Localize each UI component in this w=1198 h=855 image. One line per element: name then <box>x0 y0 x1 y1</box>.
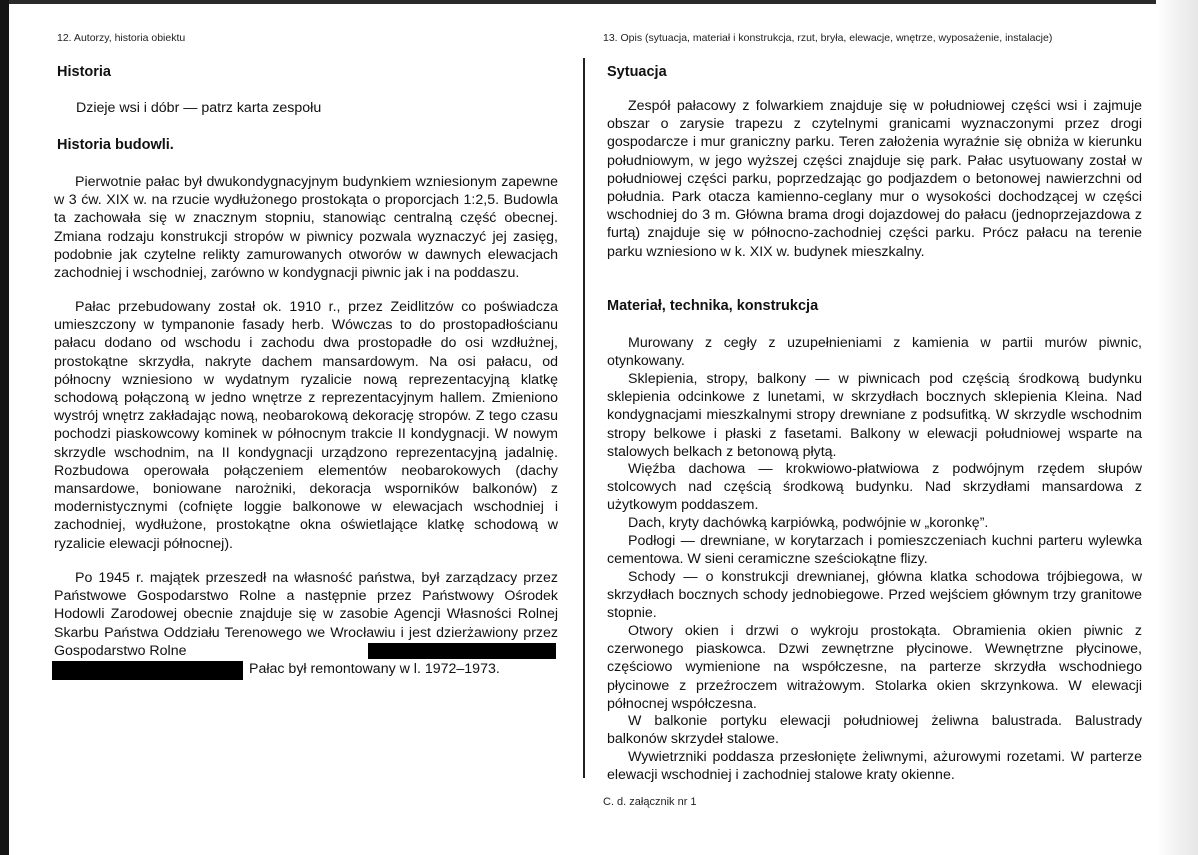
history-paragraph-3-text: Po 1945 r. majątek przeszedł na własność państwa, był zarządzacy przez Państwowe Gospodarstwo Rolne a następnie przez Państwowy Ośrodek Hodowli Zarodowej obecnie znajduje się w zasobie Agencji Własności Rolnej Skarbu Państwa Oddziału Terenowego we Wrocławiu i jest dzierżawiony przez Gospodarstwo Rolne <box>54 570 558 659</box>
heading-material: Materiał, technika, konstrukcja <box>607 298 819 314</box>
redaction-bar-1 <box>368 643 556 659</box>
material-paragraph-vents: Wywietrzniki poddasza przesłonięte żeliwnymi, ażurowymi rozetami. W parterze elewacji wschodniej i zachodniej stalowe kraty okienne. <box>607 749 1142 784</box>
material-paragraph-stairs: Schody — o konstrukcji drewnianej, główna klatka schodowa trójbiegowa, w skrzydłach bocznych schody jednobiegowe. Przed wejściem głównym trzy granitowe stopnie. <box>607 569 1142 622</box>
column-divider <box>583 58 585 778</box>
scan-left-edge <box>0 0 9 855</box>
material-paragraph-walls: Murowany z cegły z uzupełnieniami z kamienia w partii murów piwnic, otynkowany. <box>607 335 1142 370</box>
material-paragraph-roof: Dach, kryty dachówką karpiówką, podwójnie w „koronkę”. <box>628 515 989 531</box>
sytuacja-paragraph: Zespół pałacowy z folwarkiem znajduje się w południowej części wsi i zajmuje obszar o zarysie trapezu z czytelnymi granicami wyznaczonymi przez drogi gospodarcze i mur graniczny parku. Teren założenia wyraźnie się obniża w kierunku południowym, w jego wyższej części znajduje się park. Pałac usytuowany został w południowej części parku, poprzedzając go podjazdem o betonowej nawierzchni od południa. Park otacza kamienno-ceglany mur o wysokości dochodzącej w części wschodniej do 3 m. Główna brama drogi dojazdowej do pałacu (jednoprzejazdowa z furtą) znajduje się w północno-zachodniej części parku. Prócz pałacu na terenie parku wzniesiono w k. XIX w. budynek mieszkalny. <box>607 98 1142 260</box>
left-section-label: 12. Autorzy, historia obiektu <box>57 32 186 44</box>
history-paragraph-1: Pierwotnie pałac był dwukondygnacyjnym budynkiem wzniesionym zapewne w 3 ćw. XIX w. na rzucie wydłużonego prostokąta o proporcjach 1:2,5. Budowla ta zachowała się w znacznym stopniu, stanowiąc centralną część obecnej. Zmiana rodzaju konstrukcji stropów w piwnicy pozwala wyznaczyć jej zasięg, podobnie jak czytelne relikty zamurowanych otworów w dawnych elewacjach zachodniej i wschodniej, zarówno w kondygnacji piwnic jak i na poddaszu. <box>54 174 558 282</box>
historia-reference: Dzieje wsi i dóbr — patrz karta zespołu <box>76 100 322 116</box>
redaction-bar-2 <box>52 661 243 680</box>
scan-top-edge <box>0 0 1198 4</box>
material-paragraph-floors: Podłogi — drewniane, w korytarzach i pomieszczeniach kuchni parteru wylewka cementowa. W sieni ceramiczne sześciokątne flizy. <box>607 533 1142 568</box>
material-paragraph-roof-truss: Więźba dachowa — krokwiowo-płatwiowa z podwójnym rzędem słupów stolcowych nad częścią środkową budynku. Nad skrzydłami mansardowa z użytkowym poddaszem. <box>607 461 1142 514</box>
history-paragraph-2: Pałac przebudowany został ok. 1910 r., przez Zeidlitzów co poświadcza umieszczony w tympanonie fasady herb. Wówczas to do prostopadłościanu pałacu dodano od wschodu i zachodu dwa prostopadłe do osi wzdłużnej, prostokątne skrzydła, nakryte dachem mansardowym. Na osi pałacu, od północny wzniesiono w wydatnym ryzalicie nową reprezentacyjną klatkę schodową połączoną w jedno wnętrze z reprezentacyjnym hallem. Zmieniono wystrój wnętrz zakładając nową, neobarokową dekorację stropów. Z tego czasu pochodzi piaskowcowy kominek w północnym trakcie II kondygnacji. W nowym skrzydle wschodnim, na II kondygnacji urządzono reprezentacyjną jadalnię. Rozbudowa operowała połączeniem elementów neobarokowych (dachy mansardowe, boniowane narożniki, dekoracja wsporników balkonów) z modernistycznymi (cofnięte loggie balkonowe w elewacjach wschodniej i zachodniej, wydłużone, prostokątne okna oświetlające klatkę schodową w ryzalicie elewacji północnej). <box>54 299 558 552</box>
renovation-note: Pałac był remontowany w l. 1972–1973. <box>249 661 500 677</box>
continuation-note: C. d. załącznik nr 1 <box>603 796 697 808</box>
material-paragraph-vaults: Sklepienia, stropy, balkony — w piwnicach pod częścią środkową budynku sklepienia odcinkowe z lunetami, w skrzydłach bocznych sklepienia Kleina. Nad kondygnacjami mieszkalnymi stropy drewniane z podsufitką. W skrzydle wschodnim stropy belkowe i płaski z fasetami. Balkony w elewacji południowej wsparte na stalowych belkach z betonową płytą. <box>607 371 1142 460</box>
scan-right-shadow <box>1156 0 1198 855</box>
heading-sytuacja: Sytuacja <box>607 64 667 80</box>
material-paragraph-openings: Otwory okien i drzwi o wykroju prostokąta. Obramienia okien piwnic z czerwonego piaskowca. Dzwi zewnętrzne płycinowe. Wewnętrzne płycinowe, częściowo wymienione na współczesne, na parterze skrzydła wschodniego płycinowe z przeźroczem witrażowym. Stolarka okien skrzynkowa. W elewacji północnej współczesna. <box>607 623 1142 712</box>
right-section-label: 13. Opis (sytuacja, materiał i konstrukcja, rzut, bryła, elewacje, wnętrze, wyposażenie, instalacje) <box>603 32 1053 44</box>
material-paragraph-balustrades: W balkonie portyku elewacji południowej żeliwna balustrada. Balustrady balkonów skrzydeł stalowe. <box>607 713 1142 748</box>
heading-historia-budowli: Historia budowli. <box>57 137 174 153</box>
heading-historia: Historia <box>57 64 111 80</box>
